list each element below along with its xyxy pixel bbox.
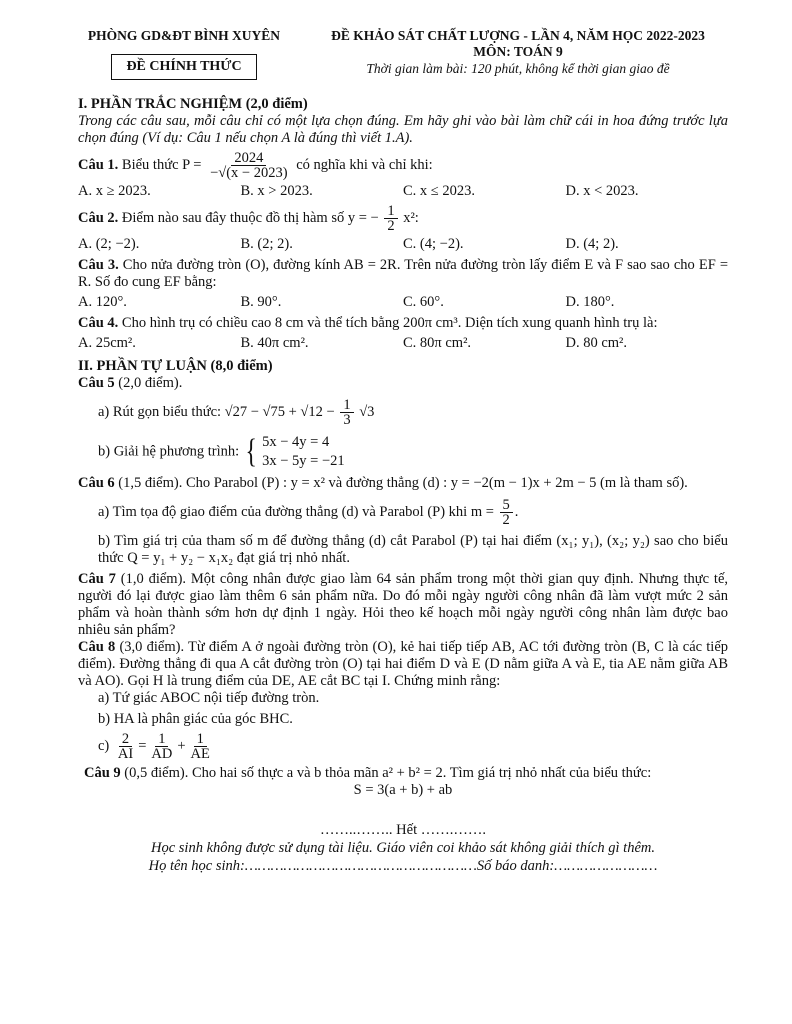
equation-2: 3x − 5y = −21 (262, 453, 345, 469)
fraction (207, 151, 290, 180)
part1-instructions: Trong các câu sau, mỗi câu chỉ có một lựa chọn đúng. Em hãy ghi vào bài làm chữ cái in hoa đứng trước lựa chọn đúng (Ví dụ: Câu 1 nếu chọn A là đúng thì viết 1.A). (78, 113, 728, 146)
question-label: Câu 9 (84, 765, 121, 781)
option-c: C. 80π cm². (403, 335, 472, 351)
question-text: (1,5 điểm). Cho Parabol (P) : y = x² và đường thẳng (d) : y = −2(m − 1)x + 2m − 5 (m là tham số). (118, 475, 688, 491)
question-1 (78, 151, 728, 200)
exam-page (78, 24, 728, 875)
option-b: B. x > 2023. (240, 183, 313, 199)
question-points: (2,0 điểm). (118, 375, 183, 391)
q5a-text: a) Rút gọn biểu thức: √27 − √75 + √12 − (98, 403, 335, 420)
denominator: 2 (502, 512, 510, 528)
denominator: AD (151, 746, 173, 762)
question-text: Cho nửa đường tròn (O), đường kính AB = 2R. Trên nửa đường tròn lấy điểm E và F sao sao cho EF = R. Số đo cung EF bằng: (78, 257, 728, 290)
q8a-text: a) Tứ giác ABOC nội tiếp đường tròn. (98, 690, 320, 706)
option-a: A. 25cm². (78, 335, 136, 351)
option-d: D. 180°. (565, 294, 615, 310)
department-name: PHÒNG GD&ĐT BÌNH XUYÊN (87, 28, 281, 43)
denominator: AE (190, 746, 210, 762)
question-4 (78, 315, 728, 352)
option-a: A. (2; −2). (78, 236, 140, 252)
option-c: C. 60°. (403, 294, 444, 310)
q6a-text: a) Tìm tọa độ giao điểm của đường thẳng (d) và Parabol (P) khi m = (98, 503, 494, 520)
question-8: Câu 8 (3,0 điểm). Từ điểm A ở ngoài đường tròn (O), kẻ hai tiếp tiếp AB, AC tới đường tròn (B, C là các tiếp điểm). Đường thẳng đi qua A cắt đường tròn (O) tại hai điểm D và E (D nằm giữa A và E, tia AE nằm giữa AB và AO). Gọi H là trung điểm của DE, AE cắt BC tại I. Chứng minh rằng: a) Tứ giác ABOC nội tiếp đường tròn. b) HA là phân giác của góc BHC. c) $\frac{2}{AI}$ = $\frac{1}{AD}$ + $\frac{1}{AE}$ (78, 639, 729, 762)
question-text: x²: (403, 209, 419, 226)
question-label: Câu 5 (78, 375, 115, 391)
denominator: AI (117, 746, 134, 762)
answer-options (78, 335, 728, 352)
q8c-label: c) (98, 737, 110, 754)
fraction (340, 398, 353, 427)
numerator: 2 (119, 732, 132, 747)
brace-symbol: { (245, 433, 257, 470)
fraction (500, 498, 513, 527)
question-label: Câu 8 (78, 639, 116, 655)
numerator: 5 (500, 498, 513, 513)
q5a-tail: √3 (359, 403, 375, 420)
part1-title: I. PHẦN TRẮC NGHIỆM (2,0 điểm) (78, 96, 308, 112)
question-text: có nghĩa khi và chỉ khi: (296, 156, 433, 173)
numerator: 1 (194, 732, 207, 747)
question-3 (78, 257, 728, 311)
option-d: D. x < 2023. (565, 183, 639, 199)
equation-system (243, 433, 345, 471)
option-a: A. 120°. (78, 294, 127, 310)
official-stamp: ĐỀ CHÍNH THỨC (111, 54, 256, 80)
question-text: (1,0 điểm). Một công nhân được giao làm 64 sản phẩm trong một thời gian quy định. Nhưng thực tế, người đó lại được giao làm thêm 6 sản phẩm nữa. Do đó mỗi ngày người công nhân đã làm vượt mức 2 sản phẩm và hoàn thành sớm hơn dự định 1 ngày. Hỏi theo kế hoạch mỗi ngày người công nhân làm được bao nhiêu sản phẩm? (78, 571, 728, 638)
question-label: Câu 2. (78, 209, 119, 226)
question-2 (78, 204, 728, 253)
option-b: B. (2; 2). (240, 236, 293, 252)
question-text: Cho hình trụ có chiều cao 8 cm và thể tích bằng 200π cm³. Diện tích xung quanh hình trụ là: (121, 315, 658, 331)
answer-options (78, 183, 728, 200)
question-label: Câu 1. (78, 156, 119, 173)
question-label: Câu 3. (78, 257, 119, 273)
exam-footer (78, 821, 728, 875)
numerator: 1 (155, 732, 168, 747)
question-text: Điểm nào sau đây thuộc đồ thị hàm số y = − (121, 209, 379, 226)
exam-title: ĐỀ KHẢO SÁT CHẤT LƯỢNG - LẦN 4, NĂM HỌC 2022-2023 (331, 28, 705, 43)
exam-header (78, 24, 728, 88)
footer-note: Học sinh không được sử dụng tài liệu. Giáo viên coi khảo sát không giải thích gì thêm. (151, 840, 655, 856)
q9-formula: S = 3(a + b) + ab (353, 782, 453, 798)
q8b-text: b) HA là phân giác của góc BHC. (98, 711, 293, 727)
q6b-text: b) Tìm giá trị của tham số m để đường thẳng (d) cắt Parabol (P) tại hai điểm (x₁; y₁), (x₂; y₂) sao cho biểu thức Q = y₁ + y₂ − x₁x₂ đạt giá trị nhỏ nhất. (98, 533, 728, 566)
header-left (84, 28, 284, 80)
exam-subject: MÔN: TOÁN 9 (473, 44, 563, 59)
numerator: 1 (384, 204, 397, 219)
option-c: C. (4; −2). (403, 236, 464, 252)
end-marker: ……..…….. Hết …….……. (320, 822, 486, 838)
option-a: A. x ≥ 2023. (78, 183, 151, 199)
denominator: 2 (387, 218, 395, 234)
question-text: (3,0 điểm). Từ điểm A ở ngoài đường tròn (O), kẻ hai tiếp tiếp AB, AC tới đường tròn (B, C là các tiếp điểm). Đường thẳng đi qua A cắt đường tròn (O) tại hai điểm D và E (D nằm giữa A và E, tia AE nằm giữa AB và AO). Gọi H là trung điểm của DE, AE cắt BC tại I. Chứng minh rằng: (78, 639, 729, 689)
denominator: −√(x − 2023) (210, 165, 288, 181)
question-label: Câu 7 (78, 571, 116, 587)
fraction (384, 204, 397, 233)
header-right (303, 28, 733, 77)
option-d: D. (4; 2). (565, 236, 619, 252)
answer-options (78, 236, 728, 253)
question-text: (0,5 điểm). Cho hai số thực a và b thỏa mãn a² + b² = 2. Tìm giá trị nhỏ nhất của biểu thức: (124, 765, 652, 781)
student-info-line: Họ tên học sinh:………………………………………………Số báo danh:…………………… (148, 858, 658, 874)
option-c: C. x ≤ 2023. (403, 183, 476, 199)
question-text: Biểu thức P = (121, 156, 202, 173)
equation-1: 5x − 4y = 4 (262, 434, 330, 450)
question-label: Câu 4. (78, 315, 119, 331)
question-5 (78, 375, 728, 471)
exam-time: Thời gian làm bài: 120 phút, không kể thời gian giao đề (366, 61, 670, 76)
fraction (188, 732, 213, 761)
fraction (115, 732, 136, 761)
question-9 (78, 765, 728, 799)
numerator: 2024 (231, 151, 266, 166)
option-b: B. 40π cm². (240, 335, 309, 351)
denominator: 3 (343, 412, 351, 428)
fraction (148, 732, 175, 761)
q5b-text: b) Giải hệ phương trình: (98, 443, 240, 460)
numerator: 1 (340, 398, 353, 413)
option-b: B. 90°. (240, 294, 282, 310)
option-d: D. 80 cm². (565, 335, 628, 351)
question-7 (78, 571, 728, 639)
part2-title: II. PHẦN TỰ LUẬN (8,0 điểm) (78, 358, 273, 374)
answer-options (78, 294, 728, 311)
question-6: Câu 6 (1,5 điểm). Cho Parabol (P) : y = x² và đường thẳng (d) : y = −2(m − 1)x + 2m − 5 (m là tham số). a) Tìm tọa độ giao điểm của đường thẳng (d) và Parabol (P) khi m = $\frac{5}{2}$ . b) Tìm giá trị của tham số m để đường thẳng (d) cắt Parabol (P) tại hai điểm (x₁; y₁), (x₂; y₂) sao cho biểu thức Q = y₁ + y₂ − x₁x₂ đạt giá trị nhỏ nhất. (78, 475, 728, 566)
question-label: Câu 6 (78, 475, 115, 491)
